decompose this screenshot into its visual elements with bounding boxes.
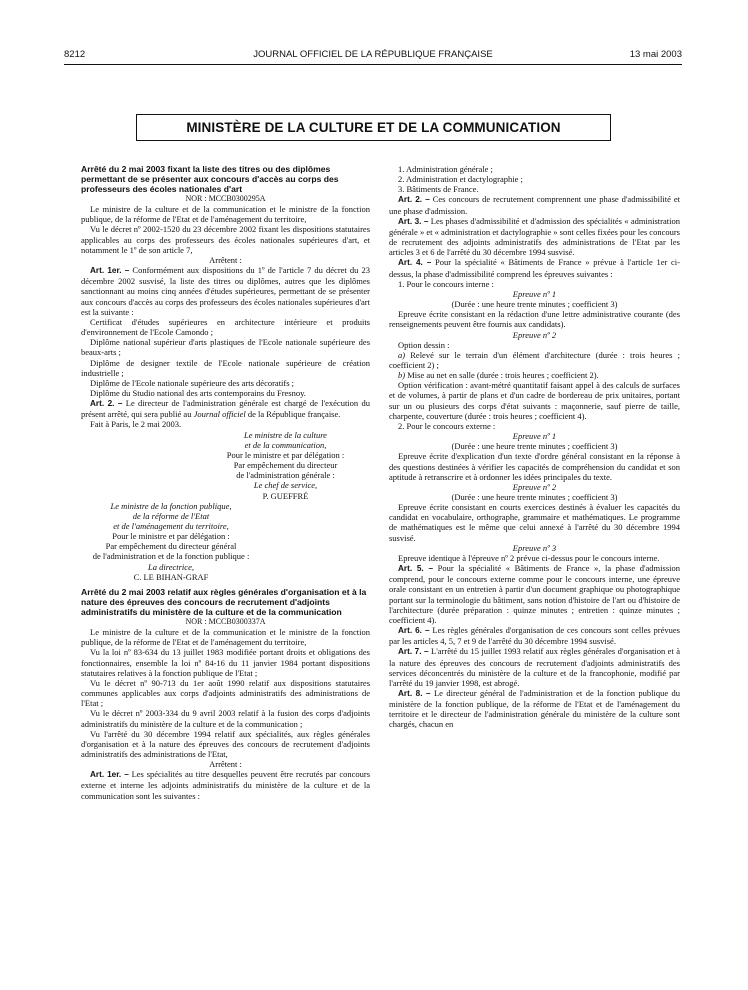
- article-text: Les règles générales d'organisation de ces concours sont celles prévues par les articles 4, 5, 7 et 9 de l'arrêté du 30 décembre 1994 susvisé.: [389, 625, 680, 647]
- item-text: Relevé sur le terrain d'un élément d'architecture (durée : trois heures ; coefficient 2) ;: [389, 349, 680, 370]
- right-column: [389, 164, 680, 730]
- signature-line: La directrice,: [148, 561, 194, 572]
- signature-line: de la réforme de l'Etat: [132, 510, 210, 521]
- article-7: [389, 646, 680, 688]
- article-text: Les spécialités au titre desquelles peuvent être recrutés par concours externe et interne les adjoints administratifs du ministère de la culture et de la communication sont les suivantes :: [81, 769, 371, 801]
- article-text: Ces concours de recrutement comprennent une phase d'admissibilité et une phase d'admission.: [389, 194, 680, 216]
- concours-interne-heading: 1. Pour le concours interne :: [398, 278, 494, 289]
- item-label: b): [398, 370, 406, 381]
- decree-1-arretent: Arrêtent :: [209, 254, 242, 265]
- decree-2-visa: Vu le décret nº 2003-334 du 9 avril 2003 relatif à la fusion des corps d'adjoints administratifs du ministère de la culture et de la communication ;: [81, 708, 370, 729]
- article-8: [389, 688, 680, 730]
- decree-1-preamble: Le ministre de la culture et de la communication et le ministre de la fonction publique, de la réforme de l'Etat et de l'aménagement du territoire,: [81, 204, 370, 225]
- article-label: Art. 1er. –: [90, 266, 130, 276]
- epreuve-text: Epreuve écrite d'explication d'un texte d'ordre général consistant en la réponse à des questions destinées à vérifier les capacités de compréhension du candidat et son aptitude à retranscrire et à ordonner les idées principales du texte.: [389, 451, 680, 482]
- signature-line: et de l'aménagement du territoire,: [113, 521, 229, 531]
- article-text: Pour la spécialité « Bâtiments de France » prévue à l'article 1er ci-dessus, la phase d'admissibilité comprend les épreuves suivantes :: [389, 257, 680, 279]
- left-column: [81, 164, 370, 801]
- article-label: Art. 8. –: [398, 688, 431, 698]
- epreuve-heading: Epreuve nº 2: [512, 481, 557, 492]
- article-6: [389, 625, 680, 646]
- epreuve-heading: Epreuve nº 1: [512, 431, 557, 442]
- epreuve-heading: Epreuve nº 2: [512, 329, 557, 340]
- article-text: Conformément aux dispositions du 1º de l'article 7 du décret du 23 décembre 2002 susvisé, la liste des titres ou diplômes, autres que les diplômes sanctionnant au moins cinq années d'études supérieures, permettant de se présenter aux concours d'accès au corps des professeurs des écoles nationales supérieures d'art est la suivante :: [81, 265, 370, 317]
- article-text: L'arrêté du 15 juillet 1993 relatif aux règles générales d'organisation et à la nature des épreuves des concours de recrutement d'adjoints administratifs des services déconcentrés du ministère de la culture et de la francophonie, modifié par l'arrêté du 19 janvier 1998, est abrogé.: [389, 646, 681, 688]
- journal-officiel-ref: Journal officiel: [193, 409, 246, 420]
- item-text: Mise au net en salle (durée : trois heures ; coefficient 2).: [407, 370, 599, 381]
- decree-2-arretent: Arrêtent :: [209, 759, 242, 770]
- decree-2-title: Arrêté du 2 mai 2003 relatif aux règles générales d'organisation et à la nature des épreuves des concours de recrutement d'adjoints administratifs du ministère de la culture et de la communication: [81, 586, 367, 617]
- signature-line: Par empêchement du directeur: [233, 460, 338, 471]
- signature-block-fonction-publique: [81, 501, 261, 582]
- journal-title: JOURNAL OFFICIEL DE LA RÉPUBLIQUE FRANÇAISE: [253, 49, 493, 60]
- decree-1-visa: Vu le décret nº 2002-1520 du 23 décembre 2002 fixant les dispositions statutaires applicables au corps des professeurs des écoles nationales supérieures d'art, et notamment le 1º de son article 7,: [81, 224, 370, 255]
- header-rule: [64, 64, 682, 65]
- article-text: de la République française.: [247, 409, 341, 420]
- epreuve-heading: Epreuve nº 1: [512, 288, 557, 299]
- option-dessin: Option dessin :: [398, 339, 450, 350]
- decree-1-article-1: [81, 265, 370, 317]
- epreuve-duration: (Durée : une heure trente minutes ; coefficient 3): [451, 441, 618, 452]
- decree-2-preamble: Le ministre de la culture et de la communication et le ministre de la fonction publique, de la réforme de l'Etat et de l'aménagement du territoire,: [81, 627, 370, 648]
- article-label: Art. 2. –: [398, 195, 430, 205]
- article-label: Art. 1er. –: [90, 770, 129, 780]
- article-5: [389, 563, 680, 625]
- page-header: [64, 49, 682, 63]
- epreuve-duration: (Durée : une heure trente minutes ; coefficient 3): [451, 492, 618, 502]
- signature-line: Pour le ministre et par délégation :: [112, 531, 230, 542]
- diploma-item: Diplôme de l'Ecole nationale supérieure des arts décoratifs ;: [90, 377, 295, 388]
- article-label: Art. 5. –: [398, 564, 434, 574]
- signature-line: de l'administration et de la fonction publique :: [92, 551, 250, 562]
- signature-line: Le ministre de la culture: [244, 429, 327, 440]
- option-item: [389, 370, 680, 380]
- diploma-item: Diplôme de designer textile de l'Ecole nationale supérieure de création industrielle ;: [81, 357, 370, 378]
- article-2: [389, 194, 680, 215]
- decree-1-fait: Fait à Paris, le 2 mai 2003.: [90, 419, 182, 430]
- signature-line: Le ministre de la fonction publique,: [110, 500, 232, 511]
- signature-line: de l'administration générale :: [236, 470, 335, 481]
- ministry-title: MINISTÈRE DE LA CULTURE ET DE LA COMMUNICATION: [136, 114, 611, 141]
- decree-1-article-2: [81, 398, 370, 419]
- article-4: [389, 257, 680, 278]
- signature-block-culture: [201, 430, 370, 501]
- article-text: Le directeur de l'administration générale est chargé de l'exécution du présent arrêté, qui sera publié au: [81, 398, 370, 420]
- article-label: Art. 3. –: [398, 216, 429, 226]
- decree-2-nor: NOR : MCCB0300337A: [185, 616, 266, 626]
- signature-line: Par empêchement du directeur général: [105, 541, 237, 552]
- option-verification: Option vérification : avant-métré quantitatif faisant appel à des calculs de surfaces et de volumes, à partir de plans et d'un cadre de bordereau de prix unitaires, portant sur un ou plusieurs des corps d'état suivants : maçonnerie, sauf pierre de taille, charpente, couverture (durée : trois heures ; coefficient 4).: [389, 380, 680, 421]
- diploma-item: Certificat d'études supérieures en architecture intérieure et produits d'environnement de l'Ecole Camondo ;: [81, 316, 370, 338]
- speciality-item: 1. Administration générale ;: [398, 164, 493, 174]
- article-label: Art. 4. –: [398, 258, 432, 268]
- decree-2-visa: Vu la loi nº 83-634 du 13 juillet 1983 modifiée portant droits et obligations des fonctionnaires, ensemble la loi nº 84-16 du 11 janvier 1984 portant dispositions statutaires relatives à la fonction publique de l'Etat ;: [81, 647, 370, 678]
- signature-line: et de la communication,: [244, 439, 327, 450]
- speciality-item: 3. Bâtiments de France.: [398, 184, 479, 195]
- signatory-name: P. GUEFFRÉ: [262, 490, 309, 501]
- article-3: [389, 216, 680, 258]
- page-number: 8212: [64, 49, 86, 60]
- article-label: Art. 2. –: [90, 399, 123, 409]
- article-text: Pour la spécialité « Bâtiments de France », la phase d'admission comprend, pour le concours externe comme pour le concours interne, une épreuve orale consistant en un entretien à partir d'un document graphique ou photographique portant sur la terminologie du bâtiment, sans notion d'histoire de l'art ou d'histoire de l'architecture (durée préparation : quinze minutes ; entretien : quinze minutes ; coefficient 4).: [389, 563, 680, 625]
- article-label: Art. 6. –: [398, 626, 430, 636]
- signature-line: Le chef de service,: [253, 480, 318, 491]
- article-text: Le directeur général de l'administration et de la fonction publique du ministère de la fonction publique, de la réforme de l'Etat et de l'aménagement du territoire et le directeur de l'administration générale du ministère de la culture sont chargés, chacun en: [389, 687, 680, 730]
- article-label: Art. 7. –: [398, 647, 429, 657]
- epreuve-text: Epreuve écrite consistant en la rédaction d'une lettre administrative courante (des renseignements peuvent être fournis aux candidats).: [389, 309, 680, 330]
- epreuve-heading: Epreuve nº 3: [512, 542, 557, 553]
- epreuve-text: Epreuve identique à l'épreuve nº 2 prévue ci-dessus pour le concours interne.: [398, 552, 660, 563]
- article-text: Les phases d'admissibilité et d'admission des spécialités « administration générale » et « administration et dactylographie » sont celles fixées pour les concours de recrutement des adjoints administratifs des administrations de l'Etat par les articles 3 et 6 de l'arrêté du 30 décembre 1994 susvisé.: [389, 215, 680, 258]
- epreuve-duration: (Durée : une heure trente minutes ; coefficient 3): [451, 299, 618, 310]
- decree-2-visa: Vu le décret nº 90-713 du 1er août 1990 relatif aux dispositions statutaires communes applicables aux corps d'adjoints administratifs des administrations de l'Etat ;: [81, 677, 370, 709]
- signatory-name: C. LE BIHAN-GRAF: [133, 571, 209, 582]
- option-item: [389, 350, 680, 370]
- epreuve-text: Epreuve écrite consistant en courts exercices destinés à évaluer les capacités du candidat en vocabulaire, orthographe, grammaire et mathématiques. Le programme de mathématiques est le même que celui annexé à l'arrêté du 30 décembre 1994 susvisé.: [389, 502, 680, 543]
- decree-1-nor: NOR : MCCB0300295A: [185, 194, 266, 203]
- item-label: a): [398, 349, 406, 360]
- decree-2-article-1: [81, 769, 370, 800]
- diploma-item: Diplôme du Studio national des arts contemporains du Fresnoy.: [90, 387, 306, 398]
- diploma-item: Diplôme national supérieur d'arts plastiques de l'Ecole nationale supérieure des beaux-arts ;: [81, 337, 370, 358]
- speciality-item: 2. Administration et dactylographie ;: [398, 174, 523, 185]
- signature-line: Pour le ministre et par délégation :: [226, 449, 345, 460]
- decree-2-visa: Vu l'arrêté du 30 décembre 1994 relatif aux spécialités, aux règles générales d'organisation et à la nature des épreuves des concours de recrutement d'adjoints administratifs des administrations de l'Etat,: [81, 728, 370, 759]
- decree-1-title: Arrêté du 2 mai 2003 fixant la liste des titres ou des diplômes permettant de se présenter aux concours d'accès au corps des professeurs des écoles nationales d'art: [81, 164, 339, 194]
- concours-externe-heading: 2. Pour le concours externe :: [398, 420, 496, 431]
- issue-date: 13 mai 2003: [629, 49, 682, 60]
